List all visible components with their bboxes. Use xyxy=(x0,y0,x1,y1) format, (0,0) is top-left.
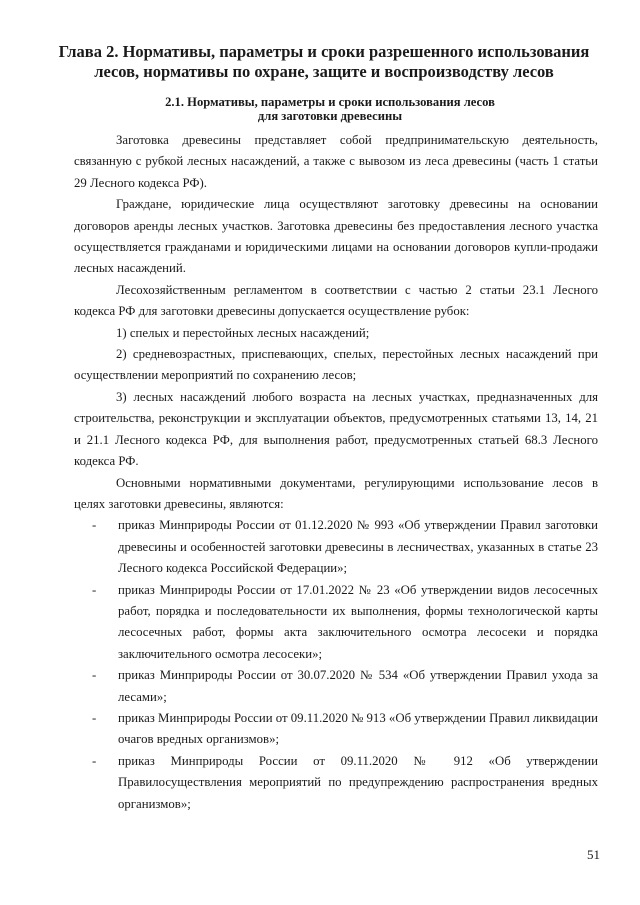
list-item xyxy=(74,515,598,579)
chapter-title-line2: лесов, нормативы по охране, защите и воспроизводству лесов xyxy=(94,62,554,81)
list-marker: - xyxy=(92,710,97,725)
numbered-item: 3) лесных насаждений любого возраста на лесных участках, предназначенных для строительства, реконструкции и эксплуатации объектов, предусмотренных статьями 13, 14, 21 и 21.1 Лесного кодекса РФ, для выполнения работ, предусмотренных статьей 68.3 Лесного кодекса РФ. xyxy=(74,389,598,469)
chapter-title xyxy=(50,42,598,82)
paragraph: Граждане, юридические лица осуществляют заготовку древесины на основании договоров аренды лесных участков. Заготовка древесины без предоставления лесного участка осуществляется гражданами и юридическими лицами на основании договоров купли-продажи лесных насаждений. xyxy=(74,197,598,276)
list-item-text: приказ Минприроды России от 09.11.2020 № 913 «Об утверждении Правил ликвидации очагов вредных организмов»; xyxy=(118,710,598,747)
chapter-title-line1: Глава 2. Нормативы, параметры и сроки разрешенного использования xyxy=(58,42,590,61)
regulatory-documents-list xyxy=(74,515,598,815)
list-item xyxy=(74,751,598,815)
page-number: 51 xyxy=(587,847,600,862)
list-marker: - xyxy=(92,753,97,768)
paragraph: Лесохозяйственным регламентом в соответствии с частью 2 статьи 23.1 Лесного кодекса РФ для заготовки древесины допускается осуществление рубок: xyxy=(74,282,598,319)
paragraph: Заготовка древесины представляет собой предпринимательскую деятельность, связанную с рубкой лесных насаждений, а также с вывозом из леса древесины (часть 1 статьи 29 Лесного кодекса РФ). xyxy=(74,133,598,190)
list-item-text: приказ Минприроды России от 09.11.2020 № 912 «Об утверждении Правилосуществления мероприятий по предупреждению распространения вредных организмов»; xyxy=(118,753,598,811)
numbered-item: 2) средневозрастных, приспевающих, спелых, перестойных лесных насаждений при осуществлении мероприятий по сохранению лесов; xyxy=(74,347,598,383)
list-item-text: приказ Минприроды России от 30.07.2020 № 534 «Об утверждении Правил ухода за лесами»; xyxy=(118,668,598,704)
list-item-text: приказ Минприроды России от 01.12.2020 № 993 «Об утверждении Правил заготовки древесины и особенностей заготовки древесины в лесничествах, указанных в статье 23 Лесного кодекса Российской Федерации»; xyxy=(118,518,598,576)
list-marker: - xyxy=(92,582,97,597)
list-item-text: приказ Минприроды России от 17.01.2022 № 23 «Об утверждении видов лесосечных работ, порядка и последовательности их выполнения, формы технологической карты лесосечных работ, формы акта заключительного осмотра лесосеки и порядка заключительного осмотра лесосеки»; xyxy=(118,582,598,661)
list-item xyxy=(74,708,598,751)
list-item xyxy=(74,665,598,708)
section-title xyxy=(120,95,540,123)
numbered-item: 1) спелых и перестойных лесных насаждений; xyxy=(116,325,370,340)
body-text xyxy=(74,130,598,815)
list-marker: - xyxy=(92,518,97,533)
section-title-line1: 2.1. Нормативы, параметры и сроки использования лесов xyxy=(165,95,495,109)
list-item xyxy=(74,580,598,666)
section-title-line2: для заготовки древесины xyxy=(257,109,403,123)
list-marker: - xyxy=(92,668,97,683)
paragraph: Основными нормативными документами, регулирующими использование лесов в целях заготовки древесины, являются: xyxy=(74,475,598,511)
